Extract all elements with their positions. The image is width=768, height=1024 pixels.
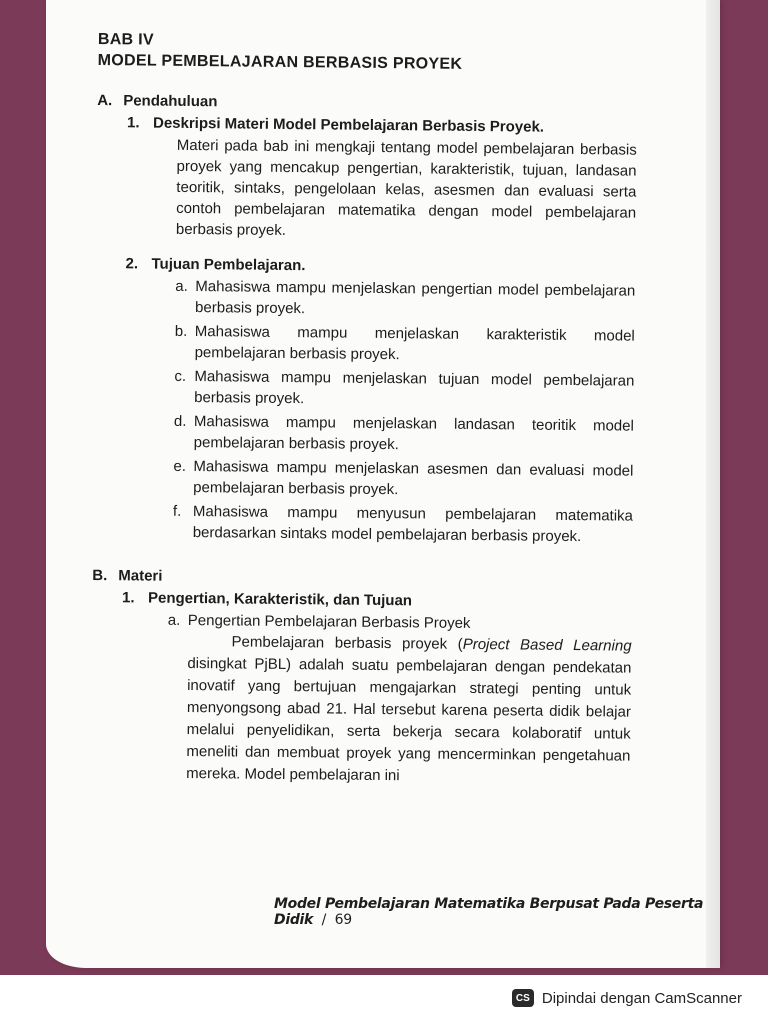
objective-mark: d. — [173, 412, 187, 430]
section-title: Pendahuluan — [123, 92, 218, 111]
objective-mark: a. — [175, 277, 188, 295]
section-mark: B. — [92, 566, 108, 585]
objective-item — [95, 275, 635, 323]
item-title: Pengertian, Karakteristik, dan Tujuan — [147, 589, 413, 610]
item-mark: 1. — [126, 114, 140, 132]
objective-item — [94, 410, 634, 458]
footer-separator: / — [321, 912, 327, 928]
page-content — [90, 30, 638, 790]
objective-text: Mahasiswa mampu menjelaskan karakteristik model pembelajaran berbasis proyek. — [194, 323, 635, 364]
objective-text: Mahasiswa mampu menjelaskan landasan teoritik model pembelajaran berbasis proyek. — [193, 413, 634, 454]
scanned-page — [46, 0, 720, 968]
item-mark: 1. — [121, 589, 135, 607]
description-paragraph: Materi pada bab ini mengkaji tentang model pembelajaran berbasis proyek yang mencakup pengertian, karakteristik, tujuan, landasan teoritik, sintaks, pengelolaan kelas, asesmen dan evaluasi serta contoh pembelajaran matematika dengan model pembelajaran berbasis proyek. — [175, 136, 637, 239]
body-paragraph — [90, 630, 632, 790]
camscanner-watermark — [500, 984, 756, 1012]
subheading-title: Pengertian Pembelajaran Berbasis Proyek — [187, 611, 471, 632]
objective-item — [95, 320, 635, 368]
objective-mark: f. — [172, 502, 182, 520]
camscanner-logo-icon: CS — [512, 989, 534, 1007]
chapter-title: MODEL PEMBELAJARAN BERBASIS PROYEK — [97, 51, 463, 73]
objective-item — [94, 365, 634, 413]
item-title: Tujuan Pembelajaran. — [151, 255, 306, 275]
footer-book-title: Model Pembelajaran Matematika Berpusat Pada Peserta Didik — [274, 896, 704, 928]
item-title: Deskripsi Materi Model Pembelajaran Berbasis Proyek. — [152, 114, 545, 136]
body-italic-term: Project Based Learning — [462, 635, 632, 655]
page-footer — [274, 896, 720, 928]
body-text-start: Pembelajaran berbasis proyek ( — [231, 633, 463, 653]
section-title: Materi — [118, 567, 163, 585]
objective-mark: e. — [173, 457, 187, 475]
objective-item — [93, 500, 633, 548]
objective-text: Mahasiswa mampu menjelaskan pengertian model pembelajaran berbasis proyek. — [195, 278, 636, 318]
chapter-number: BAB IV — [97, 30, 155, 49]
objective-mark: b. — [174, 322, 188, 340]
page-number: 69 — [334, 912, 352, 928]
subheading-mark: a. — [167, 611, 181, 629]
objective-mark: c. — [174, 367, 187, 385]
section-mark: A. — [97, 91, 113, 110]
camscanner-label: Dipindai dengan CamScanner — [541, 989, 742, 1007]
objective-text: Mahasiswa mampu menyusun pembelajaran matematika berdasarkan sintaks model pembelajaran berbasis proyek. — [192, 503, 634, 546]
page-edge — [706, 0, 720, 968]
item-mark: 2. — [125, 255, 139, 273]
objective-item — [93, 455, 633, 503]
objectives-list — [93, 275, 636, 548]
objective-text: Mahasiswa mampu menjelaskan asesmen dan evaluasi model pembelajaran berbasis proyek. — [193, 458, 634, 499]
body-text-rest: disingkat PjBL) adalah suatu pembelajaran dengan pendekatan inovatif yang bertujuan mengajarkan strategi penting untuk menyongsong abad 21. Hal tersebut karena peserta didik belajar melalui penyelidikan, serta bekerja secara kolaboratif untuk meneliti dan membuat proyek yang mencerminkan pengetahuan mereka. Model pembelajaran ini — [186, 654, 632, 785]
objective-text: Mahasiswa mampu menjelaskan tujuan model pembelajaran berbasis proyek. — [194, 368, 635, 408]
